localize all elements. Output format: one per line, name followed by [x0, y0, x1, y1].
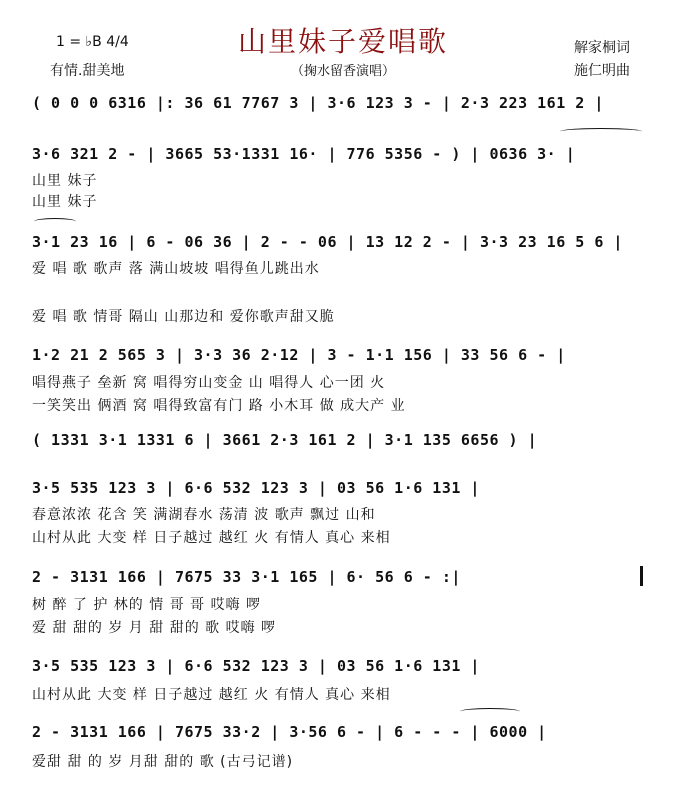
lyrics-system-9: 爱甜 甜 的 岁 月甜 甜的 歌 (古弓记谱)	[32, 754, 294, 770]
key-signature: 1 = ♭B 4/4	[56, 34, 129, 50]
notation-system-4: 1·2 21 2 565 3 | 3·3 36 2·12 | 3 - 1·1 156 | 33 56 6 - |	[32, 346, 566, 364]
lyrics-system-6-verse-2: 山村从此 大变 样 日子越过 越红 火 有情人 真心 来相	[32, 530, 391, 546]
performance-mood: 有情.甜美地	[50, 63, 125, 79]
lyrics-system-8: 山村从此 大变 样 日子越过 越红 火 有情人 真心 来相	[32, 687, 391, 703]
tie-mark	[560, 128, 642, 135]
lyrics-system-7-verse-1: 树 醉 了 护 林的 情 哥 哥 哎嗨 啰	[32, 597, 262, 613]
notation-system-7: 2 - 3131 166 | 7675 33 3·1 165 | 6· 56 6 - :|	[32, 568, 461, 586]
singer-credit: （掬水留香演唱）	[290, 64, 395, 79]
lyrics-system-4-verse-2: 一笑笑出 俩酒 窝 唱得致富有门 路 小木耳 做 成大产 业	[32, 398, 406, 414]
song-title: 山里妹子爱唱歌	[237, 25, 448, 58]
repeat-end-barline	[640, 566, 643, 586]
lyrics-system-2-verse-2: 山里 妹子	[32, 194, 98, 210]
lyricist-credit: 解家桐词	[574, 40, 630, 56]
notation-system-5: ( 1331 3·1 1331 6 | 3661 2·3 161 2 | 3·1 135 6656 ) |	[32, 431, 538, 449]
notation-system-3: 3·1 23 16 | 6 - 06 36 | 2 - - 06 | 13 12 2 - | 3·3 23 16 5 6 |	[32, 233, 623, 251]
notation-system-2: 3·6 321 2 - | 3665 53·1331 16· | 776 5356 - ) | 0636 3· |	[32, 145, 576, 163]
lyrics-system-3-verse-1: 爱 唱 歌 歌声 落 满山坡坡 唱得鱼儿跳出水	[32, 261, 320, 277]
notation-system-8: 3·5 535 123 3 | 6·6 532 123 3 | 03 56 1·6 131 |	[32, 657, 480, 675]
lyrics-system-2-verse-1: 山里 妹子	[32, 173, 98, 189]
lyrics-system-3-verse-2: 爱 唱 歌 情哥 隔山 山那边和 爱你歌声甜又脆	[32, 309, 335, 325]
notation-system-9: 2 - 3131 166 | 7675 33·2 | 3·56 6 - | 6 - - - | 6000 |	[32, 723, 547, 741]
composer-credit: 施仁明曲	[574, 63, 630, 79]
notation-system-1: ( 0 0 0 6316 |: 36 61 7767 3 | 3·6 123 3 - | 2·3 223 161 2 |	[32, 94, 604, 112]
lyrics-system-7-verse-2: 爱 甜 甜的 岁 月 甜 甜的 歌 哎嗨 啰	[32, 620, 277, 636]
slur-mark	[460, 708, 520, 715]
lyrics-system-6-verse-1: 春意浓浓 花含 笑 满湖春水 荡清 波 歌声 飘过 山和	[32, 507, 376, 523]
lyrics-system-4-verse-1: 唱得燕子 垒新 窝 唱得穷山变金 山 唱得人 心一团 火	[32, 375, 386, 391]
slur-mark	[34, 218, 76, 225]
notation-system-6: 3·5 535 123 3 | 6·6 532 123 3 | 03 56 1·6 131 |	[32, 479, 480, 497]
